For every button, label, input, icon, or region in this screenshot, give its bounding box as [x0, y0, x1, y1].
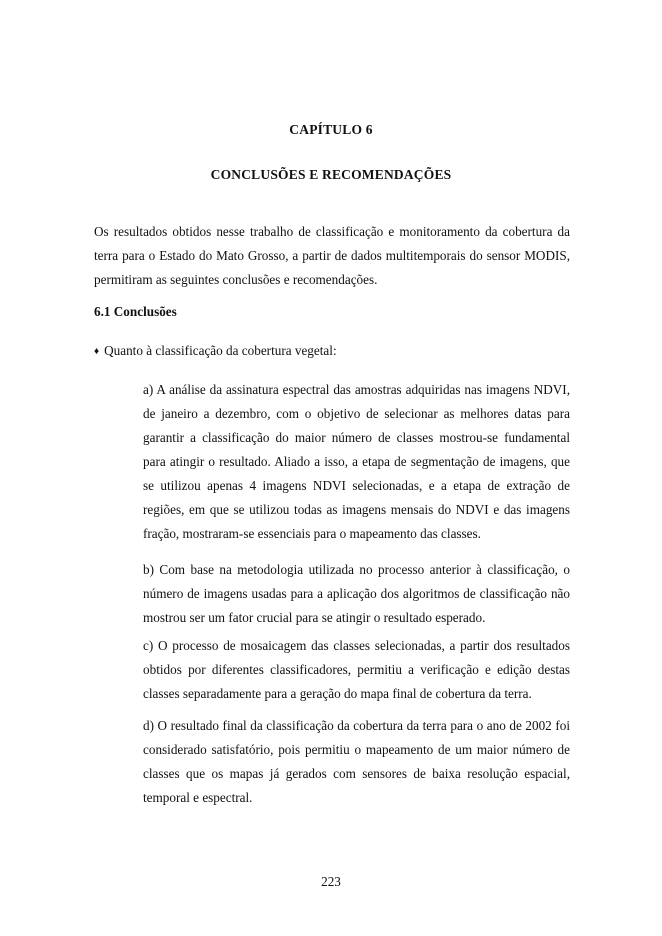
bullet-item	[94, 343, 337, 359]
intro-paragraph: Os resultados obtidos nesse trabalho de classificação e monitoramento da cobertura da terra para o Estado do Mato Grosso, a partir de dados multitemporais do sensor MODIS, permitiram as seguintes conclusões e recomendações.	[94, 224, 570, 287]
conclusion-item-a: a) A análise da assinatura espectral das amostras adquiridas nas imagens NDVI, de janeiro a dezembro, com o objetivo de selecionar as melhores datas para garantir a classificação do maior número de classes mostrou-se fundamental para atingir o resultado. Aliado a isso, a etapa de segmentação de imagens, que se utilizou apenas 4 imagens NDVI selecionadas, e a etapa de extração de regiões, em que se utilizou todas as imagens mensais do NDVI e das imagens fração, mostraram-se essenciais para o mapeamento das classes.	[143, 382, 570, 541]
conclusion-item-c: c) O processo de mosaicagem das classes selecionadas, a partir dos resultados obtidos por diferentes classificadores, permitiu a verificação e edição destas classes separadamente para a geração do mapa final de cobertura da terra.	[143, 638, 570, 701]
diamond-bullet-icon: ♦	[94, 346, 100, 357]
chapter-title: CONCLUSÕES E RECOMENDAÇÕES	[210, 167, 452, 182]
conclusion-item-d: d) O resultado final da classificação da cobertura da terra para o ano de 2002 foi considerado satisfatório, pois permitiu o mapeamento de um maior número de classes que os mapas já gerados com sensores de baixa resolução espacial, temporal e espectral.	[143, 718, 570, 805]
conclusion-item-b: b) Com base na metodologia utilizada no processo anterior à classificação, o número de imagens usadas para a aplicação dos algoritmos de classificação não mostrou ser um fator crucial para se atingir o resultado esperado.	[143, 562, 570, 625]
chapter-heading: CAPÍTULO 6	[289, 122, 373, 137]
section-heading: 6.1 Conclusões	[94, 304, 177, 319]
page-number: 223	[321, 874, 341, 889]
bullet-text: Quanto à classificação da cobertura vegetal:	[104, 343, 337, 358]
